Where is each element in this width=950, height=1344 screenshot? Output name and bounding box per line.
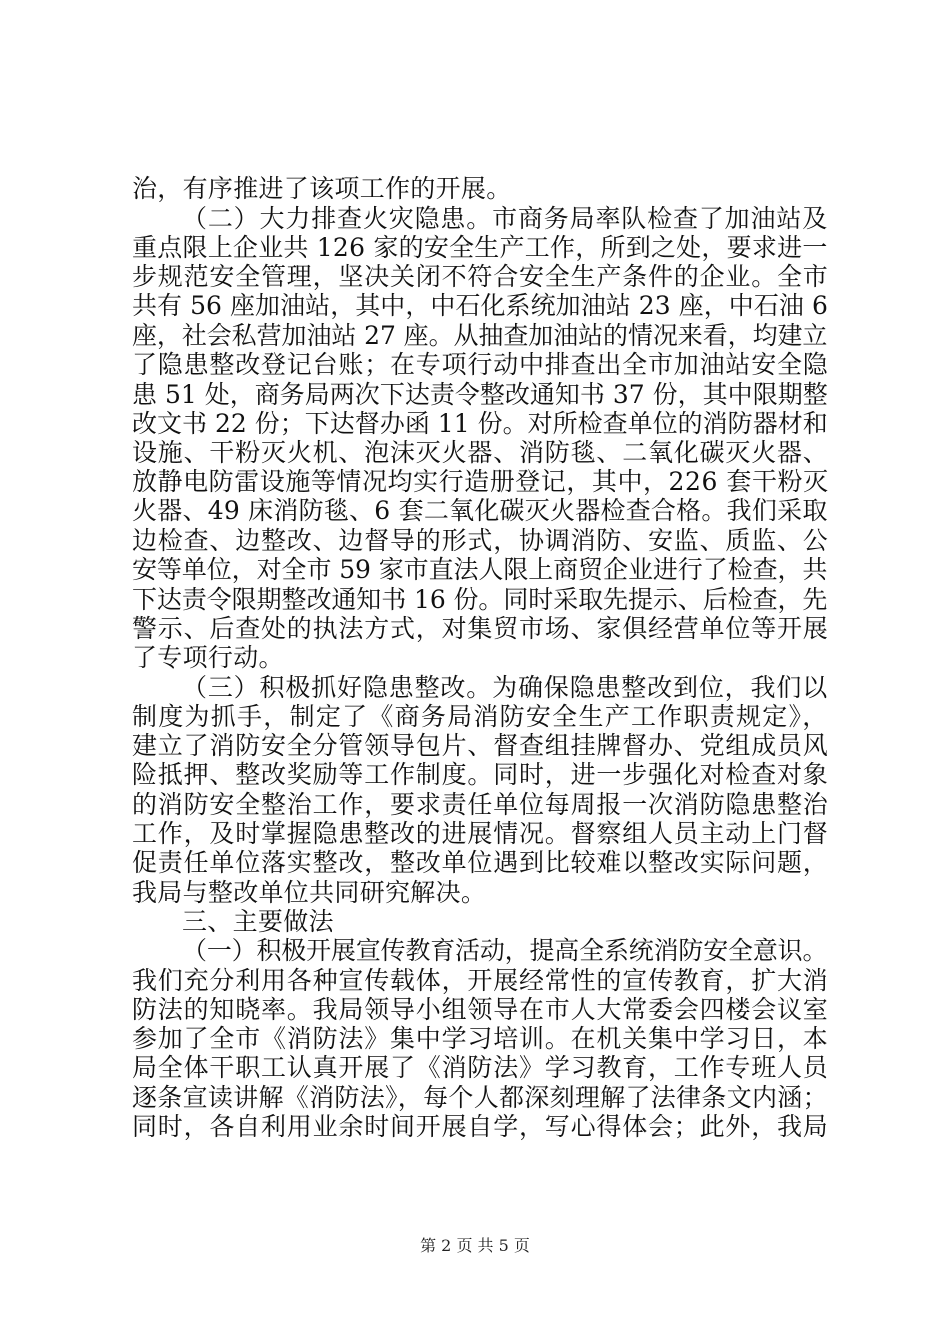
text-line: 安等单位，对全市 59 家市直法人限上商贸企业进行了检查，共 [132, 555, 828, 584]
text-line: 我们充分利用各种宣传载体，开展经常性的宣传教育，扩大消 [132, 966, 829, 995]
text-line: 的消防安全整治工作，要求责任单位每周报一次消防隐患整治 [132, 790, 829, 819]
text-line: （二）大力排查火灾隐患。市商务局率队检查了加油站及 [182, 204, 829, 233]
text-line: 逐条宣读讲解《消防法》，每个人都深刻理解了法律条文内涵； [132, 1083, 828, 1112]
text-line: 我局与整改单位共同研究解决。 [132, 878, 487, 907]
text-line: 患 51 处，商务局两次下达责令整改通知书 37 份，其中限期整 [132, 380, 828, 409]
text-line: 参加了全市《消防法》集中学习培训。在机关集中学习日，本 [132, 1024, 829, 1053]
text-line: 局全体干职工认真开展了《消防法》学习教育，工作专班人员 [132, 1053, 829, 1082]
text-line: 险抵押、整改奖励等工作制度。同时，进一步强化对检查对象 [132, 760, 829, 789]
text-line: 改文书 22 份；下达督办函 11 份。对所检查单位的消防器材和 [132, 409, 828, 438]
text-line: 座，社会私营加油站 27 座。从抽查加油站的情况来看，均建立 [132, 321, 828, 350]
text-line: 了隐患整改登记台账；在专项行动中排查出全市加油站安全隐 [132, 350, 829, 379]
text-line: 重点限上企业共 126 家的安全生产工作，所到之处，要求进一 [132, 233, 828, 262]
text-line: 了专项行动。 [132, 643, 284, 672]
text-line: 共有 56 座加油站，其中，中石化系统加油站 23 座，中石油 6 [132, 291, 828, 320]
text-line: 制度为抓手，制定了《商务局消防安全生产工作职责规定》， [132, 702, 829, 731]
text-line: 放静电防雷设施等情况均实行造册登记，其中，226 套干粉灭 [132, 467, 829, 496]
text-line: 下达责令限期整改通知书 16 份。同时采取先提示、后检查，先 [132, 585, 828, 614]
text-line: 边检查、边整改、边督导的形式，协调消防、安监、质监、公 [132, 526, 829, 555]
text-line: 防法的知晓率。我局领导小组领导在市人大常委会四楼会议室 [132, 995, 829, 1024]
text-line: （三）积极抓好隐患整改。为确保隐患整改到位，我们以 [182, 673, 829, 702]
text-line: 促责任单位落实整改，整改单位遇到比较难以整改实际问题， [132, 848, 829, 877]
text-line: 工作，及时掌握隐患整改的进展情况。督察组人员主动上门督 [132, 819, 829, 848]
text-line: 同时，各自利用业余时间开展自学，写心得体会；此外，我局 [132, 1112, 829, 1141]
text-line: 三、主要做法 [182, 907, 334, 936]
page-footer: 第 2 页 共 5 页 [420, 1236, 530, 1255]
text-line: 治，有序推进了该项工作的开展。 [132, 174, 512, 203]
text-line: 火器、49 床消防毯、6 套二氧化碳灭火器检查合格。我们采取 [132, 496, 828, 525]
text-line: 步规范安全管理，坚决关闭不符合安全生产条件的企业。全市 [132, 262, 829, 291]
text-line: 建立了消防安全分管领导包片、督查组挂牌督办、党组成员风 [132, 731, 829, 760]
text-line: 设施、干粉灭火机、泡沫灭火器、消防毯、二氧化碳灭火器、 [132, 438, 829, 467]
text-line: 警示、后查处的执法方式，对集贸市场、家俱经营单位等开展 [132, 614, 829, 643]
text-line: （一）积极开展宣传教育活动，提高全系统消防安全意识。 [182, 936, 828, 965]
